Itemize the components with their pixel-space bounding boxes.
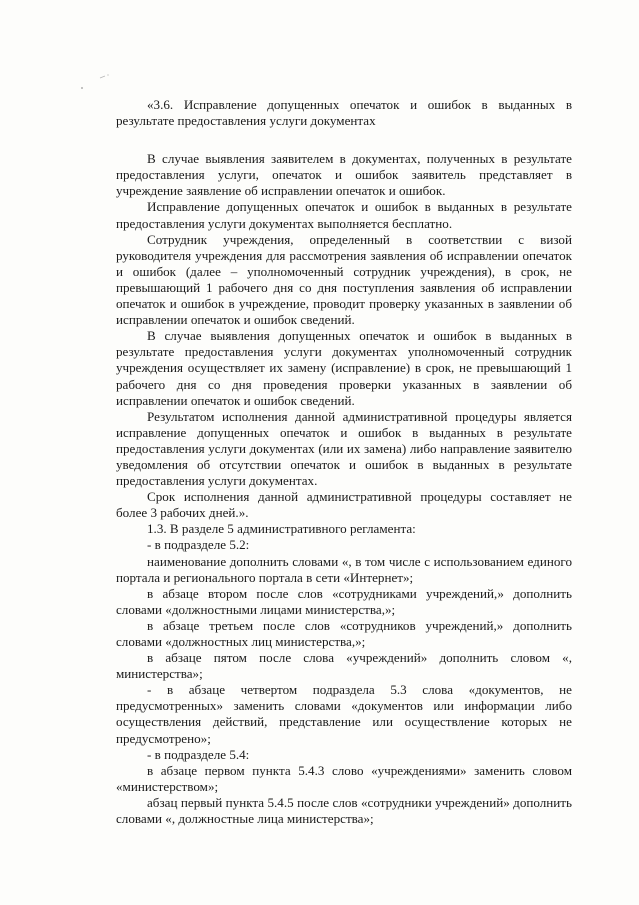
paragraph: в абзаце третьем после слов «сотрудников учреждений,» дополнить словами «должностных лиц министерства,»; (116, 617, 572, 649)
section-title: «3.6. Исправление допущенных опечаток и ошибок в выданных в результате предоставления услуги документах (116, 97, 572, 129)
paragraph: Исправление допущенных опечаток и ошибок в выданных в результате предоставления услуги документах выполняется бесплатно. (116, 199, 572, 231)
list-item: - в подразделе 5.2: (147, 537, 250, 553)
paragraph: Результатом исполнения данной административной процедуры является исправление допущенных опечаток и ошибок в выданных в результате предоставления услуги документах (или их замена) либо направление заявителю уведомления об отсутствии опечаток и ошибок в выданных в результате предоставления услуги документах. (116, 408, 572, 489)
document-body (116, 97, 572, 827)
paragraph: в абзаце втором после слов «сотрудниками учреждений,» дополнить словами «должностными лицами министерства,»; (116, 585, 572, 617)
scan-specks (78, 72, 118, 92)
paragraph: В случае выявления заявителем в документах, полученных в результате предоставления услуги, опечаток и ошибок заявитель представляет в учреждение заявление об исправлении опечаток и ошибок. (116, 151, 572, 199)
paragraph: наименование дополнить словами «, в том числе с использованием единого портала и регионального портала в сети «Интернет»; (116, 553, 572, 585)
paragraph: В случае выявления допущенных опечаток и ошибок в выданных в результате предоставления услуги документах уполномоченный сотрудник учреждения осуществляет их замену (исправление) в срок, не превышающий 1 рабочего дня со дня проведения проверки указанных в заявлении об исправлении опечаток и ошибок сведений. (116, 328, 572, 408)
paragraph: Срок исполнения данной административной процедуры составляет не более 3 рабочих дней.». (116, 489, 572, 521)
paragraph: в абзаце пятом после слова «учреждений» дополнить словом «, министерства»; (116, 650, 572, 682)
paragraph: в абзаце первом пункта 5.4.3 слово «учреждениями» заменить словом «министерством»; (116, 762, 572, 794)
list-item: - в подразделе 5.4: (147, 746, 250, 762)
paragraph: Сотрудник учреждения, определенный в соответствии с визой руководителя учреждения для рассмотрения заявления об исправлении опечаток и ошибок (далее – уполномоченный сотрудник учреждения), в срок, не превышающий 1 рабочего дня со дня поступления заявления об исправлении опечаток и ошибок в учреждение, проводит проверку указанных в заявлении об исправлении опечаток и ошибок сведений. (116, 231, 572, 328)
list-item: - в абзаце четвертом подраздела 5.3 слова «документов, не предусмотренных» заменить словами «документов или информации либо осуществления действий, представление или осуществление которых не предусмотрено»; (116, 682, 572, 746)
paragraph: абзац первый пункта 5.4.5 после слов «сотрудники учреждений» дополнить словами «, должностные лица министерства»; (116, 794, 572, 827)
paragraph: 1.3. В разделе 5 административного регламента: (147, 521, 416, 537)
